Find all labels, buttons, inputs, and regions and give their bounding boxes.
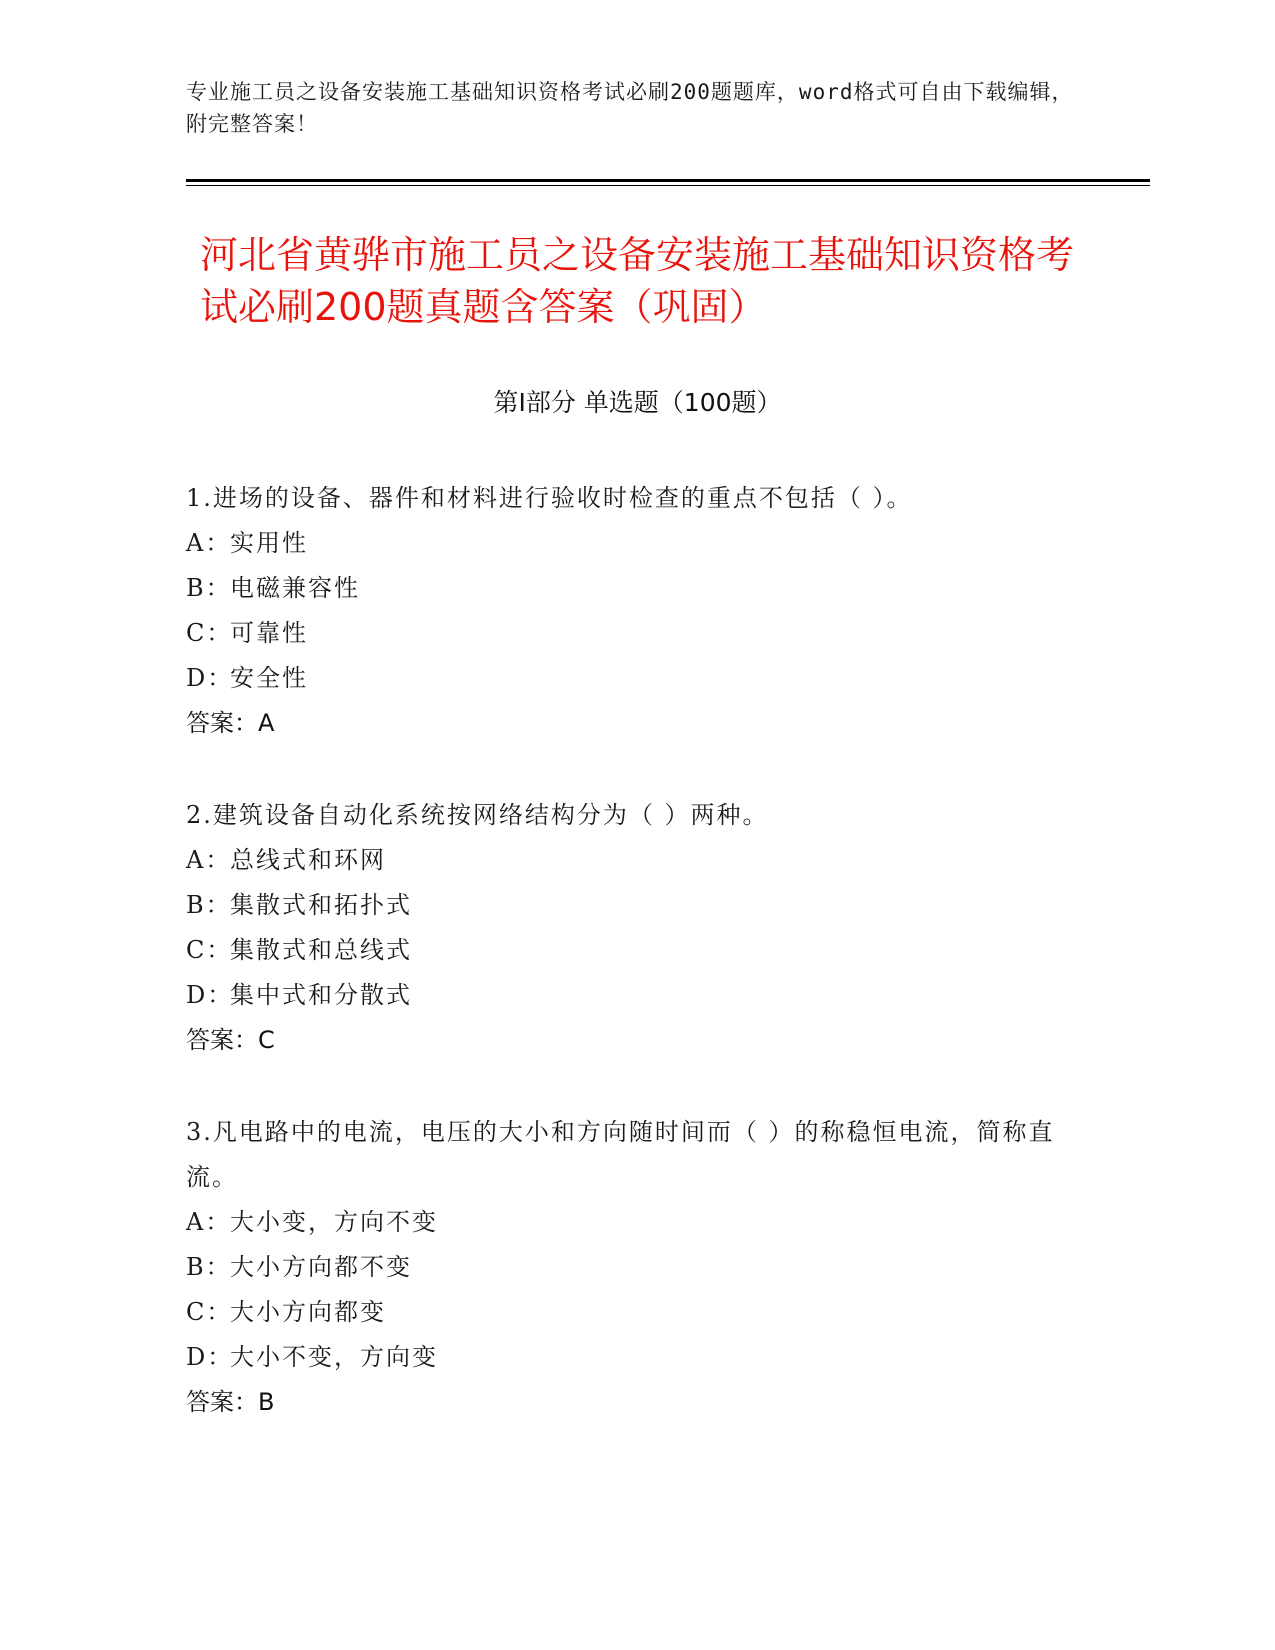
document-title: 河北省黄骅市施工员之设备安装施工基础知识资格考试必刷200题真题含答案（巩固） <box>200 233 1075 329</box>
option-text: 安全性 <box>230 664 308 692</box>
option-a <box>186 1200 1086 1245</box>
option-key: A： <box>186 529 232 557</box>
option-key: C： <box>186 619 233 647</box>
section-heading: 第Ⅰ部分 单选题（100题） <box>493 388 782 417</box>
header-note: 专业施工员之设备安装施工基础知识资格考试必刷200题题库，word格式可自由下载编辑，附完整答案！ <box>186 80 1074 136</box>
option-text: 集中式和分散式 <box>230 981 412 1009</box>
header-divider-thin <box>186 185 1150 186</box>
option-key: B： <box>186 1253 232 1281</box>
option-a <box>186 838 1086 883</box>
option-b <box>186 883 1086 928</box>
question-text: 2.建筑设备自动化系统按网络结构分为（ ）两种。 <box>186 801 769 829</box>
option-text: 总线式和环网 <box>230 846 386 874</box>
question-item <box>186 793 1086 1063</box>
question-text: 1.进场的设备、器件和材料进行验收时检查的重点不包括（ ）。 <box>186 484 913 512</box>
option-c <box>186 928 1086 973</box>
option-text: 集散式和拓扑式 <box>230 891 412 919</box>
question-list <box>186 476 1086 1472</box>
option-d <box>186 1335 1086 1380</box>
header-divider-thick <box>186 179 1150 182</box>
option-key: C： <box>186 1298 233 1326</box>
option-key: D： <box>186 981 234 1009</box>
option-text: 电磁兼容性 <box>230 574 360 602</box>
option-d <box>186 973 1086 1018</box>
option-key: A： <box>186 1208 232 1236</box>
option-b <box>186 1245 1086 1290</box>
option-c <box>186 1290 1086 1335</box>
option-key: B： <box>186 891 232 919</box>
option-c <box>186 611 1086 656</box>
answer-line: 答案：B <box>186 1388 275 1416</box>
option-text: 可靠性 <box>230 619 308 647</box>
option-text: 大小方向都变 <box>230 1298 386 1326</box>
question-item <box>186 476 1086 746</box>
option-key: C： <box>186 936 233 964</box>
option-key: D： <box>186 664 234 692</box>
option-key: D： <box>186 1343 234 1371</box>
answer-line: 答案：C <box>186 1026 275 1054</box>
option-key: B： <box>186 574 232 602</box>
option-text: 大小方向都不变 <box>230 1253 412 1281</box>
option-text: 集散式和总线式 <box>230 936 412 964</box>
option-d <box>186 656 1086 701</box>
answer-line: 答案：A <box>186 709 275 737</box>
question-item <box>186 1110 1086 1425</box>
option-text: 实用性 <box>230 529 308 557</box>
option-text: 大小不变，方向变 <box>230 1343 438 1371</box>
question-text: 3.凡电路中的电流，电压的大小和方向随时间而（ ）的称稳恒电流，简称直流。 <box>186 1118 1055 1191</box>
option-b <box>186 566 1086 611</box>
option-text: 大小变，方向不变 <box>230 1208 438 1236</box>
option-key: A： <box>186 846 232 874</box>
option-a <box>186 521 1086 566</box>
